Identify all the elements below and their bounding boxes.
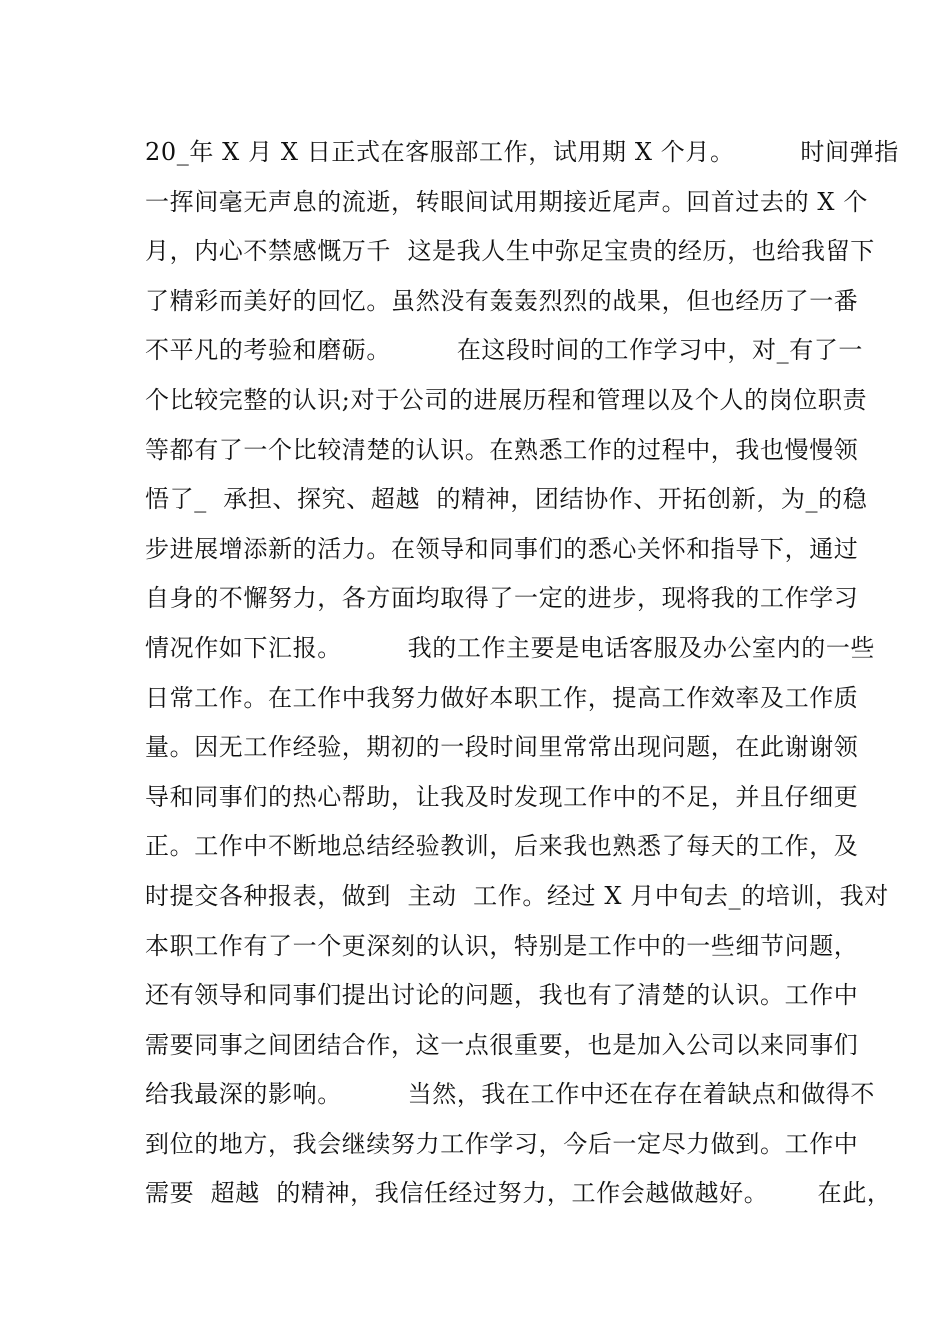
text-line: 自身的不懈努力，各方面均取得了一定的进步，现将我的工作学习 <box>145 584 859 613</box>
body-text <box>145 128 899 1219</box>
text-line: 一挥间毫无声息的流逝，转眼间试用期接近尾声。回首过去的 X 个 <box>145 187 868 216</box>
text-line: 时提交各种报表，做到 主动 工作。经过 X 月中旬去_的培训，我对 <box>145 881 889 910</box>
text-line: 20_年 X 月 X 日正式在客服部工作，试用期 X 个月。 时间弹指 <box>145 138 899 166</box>
text-line: 导和同事们的热心帮助，让我及时发现工作中的不足，并且仔细更 <box>145 782 859 811</box>
text-line: 量。因无工作经验，期初的一段时间里常常出现问题，在此谢谢领 <box>145 733 859 762</box>
text-line: 悟了_ 承担、探究、超越 的精神，团结协作、开拓创新，为_的稳 <box>145 485 868 514</box>
text-line: 步进展增添新的活力。在领导和同事们的悉心关怀和指导下，通过 <box>145 534 859 563</box>
text-line: 日常工作。在工作中我努力做好本职工作，提高工作效率及工作质 <box>145 683 859 712</box>
text-line: 月，内心不禁感慨万千 这是我人生中弥足宝贵的经历，也给我留下 <box>145 237 875 266</box>
text-line: 还有领导和同事们提出讨论的问题，我也有了清楚的认识。工作中 <box>145 981 859 1010</box>
text-line: 给我最深的影响。 当然，我在工作中还在存在着缺点和做得不 <box>145 1080 876 1109</box>
text-line: 个比较完整的认识;对于公司的进展历程和管理以及个人的岗位职责 <box>145 385 868 414</box>
text-line: 等都有了一个比较清楚的认识。在熟悉工作的过程中，我也慢慢领 <box>145 435 859 464</box>
text-line: 情况作如下汇报。 我的工作主要是电话客服及办公室内的一些 <box>145 633 876 662</box>
text-line: 本职工作有了一个更深刻的认识，特别是工作中的一些细节问题， <box>145 931 859 960</box>
text-line: 正。工作中不断地总结经验教训，后来我也熟悉了每天的工作，及 <box>145 832 859 861</box>
text-line: 需要 超越 的精神，我信任经过努力，工作会越做越好。 在此， <box>145 1179 892 1208</box>
text-line: 到位的地方，我会继续努力工作学习，今后一定尽力做到。工作中 <box>145 1129 859 1158</box>
text-line: 需要同事之间团结合作，这一点很重要，也是加入公司以来同事们 <box>145 1030 859 1059</box>
text-line: 了精彩而美好的回忆。虽然没有轰轰烈烈的战果，但也经历了一番 <box>145 286 859 315</box>
text-line: 不平凡的考验和磨砺。 在这段时间的工作学习中，对_有了一 <box>145 336 864 365</box>
